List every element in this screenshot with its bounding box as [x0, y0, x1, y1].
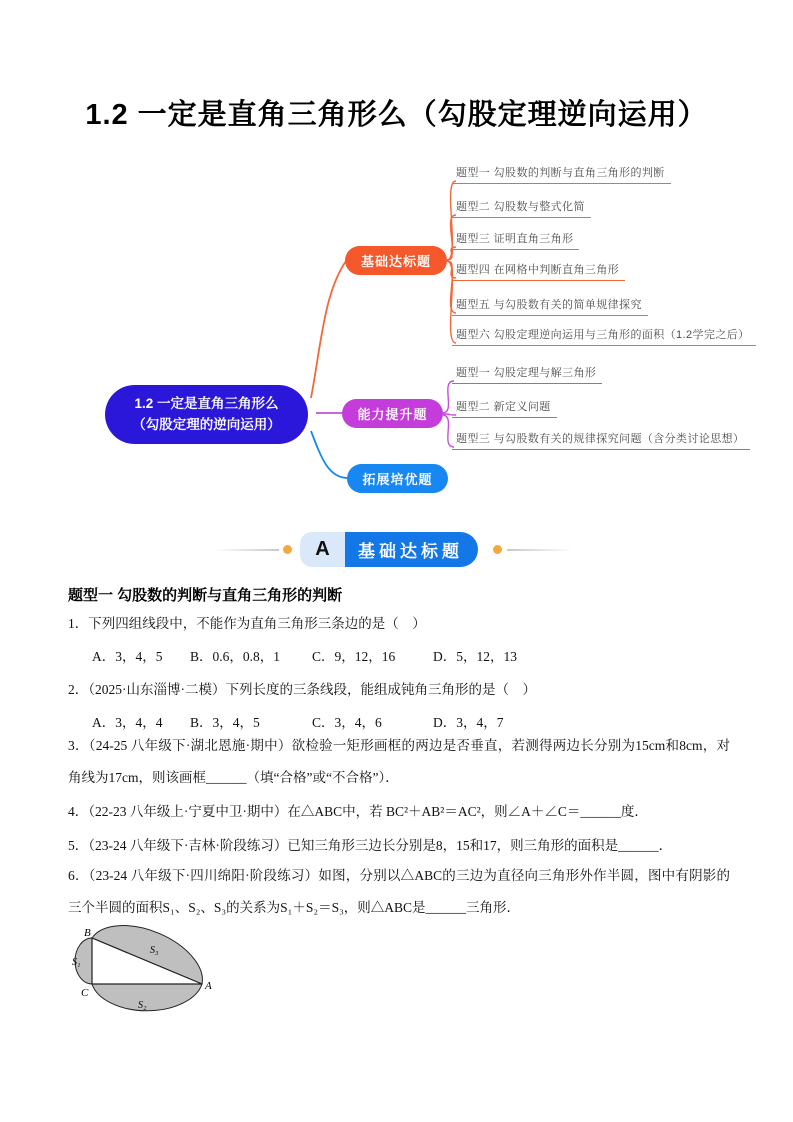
mindmap-subitem-basic-6: 题型六 勾股定理逆向运用与三角形的面积（1.2学完之后）: [452, 326, 756, 346]
option-1b: B．0.6，0.8，1: [190, 649, 281, 664]
section-badge-letter: A: [300, 532, 345, 567]
area-label-s2: S₂: [138, 1000, 147, 1011]
question-2: 2．（2025·山东淄博·二模）下列长度的三条线段，能组成钝角三角形的是（ ）: [68, 682, 536, 697]
section-divider-left: [213, 549, 279, 551]
mindmap-root-line2: （勾股定理的逆向运用）: [132, 416, 281, 432]
question-1: 1．下列四组线段中，不能作为直角三角形三条边的是（ ）: [68, 616, 426, 631]
section-divider-right: [507, 549, 573, 551]
vertex-label-a: A: [205, 980, 212, 992]
question-2-options: [92, 711, 732, 731]
mindmap-root-node: [105, 385, 308, 444]
question-3: 3．（24-25 八年级下·湖北恩施·期中）欲检验一矩形画框的两边是否垂直，若测得两边长分别为15cm和8cm，对角线为17cm，则该画框______（填“合格”或“不合格”）．: [68, 738, 730, 785]
mindmap-subitem-basic-2: 题型二 勾股数与整式化简: [452, 198, 591, 218]
connector-root-basic: [311, 261, 346, 398]
vertex-label-c: C: [81, 987, 89, 999]
option-1d: D．5，12，13: [433, 649, 517, 664]
connector-root-extend: [311, 431, 348, 478]
mindmap-subitem-basic-5: 题型五 与勾股数有关的简单规律探究: [452, 296, 648, 316]
section-badge-title: 基础达标题: [345, 532, 478, 567]
area-label-s3: S₃: [150, 945, 159, 956]
option-2d: D．3，4，7: [433, 715, 504, 730]
option-1a: A．3，4，5: [92, 649, 163, 664]
semicircle-s2: [92, 984, 202, 1011]
question-1-options: [92, 645, 732, 665]
option-2a: A．3，4，4: [92, 715, 163, 730]
area-label-s1: S₁: [72, 957, 81, 968]
mindmap-root-line1: 1.2 一定是直角三角形么: [134, 395, 279, 411]
mindmap-branch-ability: 能力提升题: [342, 399, 443, 428]
mindmap-subitem-basic-3: 题型三 证明直角三角形: [452, 230, 579, 250]
mindmap-subitem-basic-1: 题型一 勾股数的判断与直角三角形的判断: [452, 164, 671, 184]
page-title: 1.2 一定是直角三角形么（勾股定理逆向运用）: [85, 99, 708, 131]
divider-dot-left: [283, 545, 292, 554]
mindmap-subitem-ability-1: 题型一 勾股定理与解三角形: [452, 364, 602, 384]
mindmap-subitem-ability-2: 题型二 新定义问题: [452, 398, 557, 418]
mindmap-branch-extend: 拓展培优题: [347, 464, 448, 493]
mindmap-branch-basic: 基础达标题: [345, 246, 447, 275]
option-1c: C．9，12，16: [312, 649, 396, 664]
mindmap-subitem-basic-4: 题型四 在网格中判断直角三角形: [452, 261, 625, 281]
question-5: 5．（23-24 八年级下·吉林·阶段练习）已知三角形三边长分别是8，15和17，则三角形的面积是______．: [68, 838, 673, 853]
option-2b: B．3，4，5: [190, 715, 260, 730]
vertex-label-b: B: [84, 927, 91, 939]
question-6: 6．（23-24 八年级下·四川绵阳·阶段练习）如图，分别以△ABC的三边为直径向三角形外作半圆，图中有阴影的三个半圆的面积S₁、S₂、S₃的关系为S₁＋S₂＝S₃，则△ABC是______三角形．: [68, 868, 730, 915]
question-figure: [60, 922, 220, 1026]
mindmap-subitem-ability-3: 题型三 与勾股数有关的规律探究问题（含分类讨论思想）: [452, 430, 750, 450]
topic-heading: 题型一 勾股数的判断与直角三角形的判断: [68, 587, 343, 604]
divider-dot-right: [493, 545, 502, 554]
question-4: 4．（22-23 八年级上·宁夏中卫·期中）在△ABC中，若 BC²＋AB²＝AC²，则∠A＋∠C＝______度．: [68, 804, 648, 819]
option-2c: C．3，4，6: [312, 715, 382, 730]
